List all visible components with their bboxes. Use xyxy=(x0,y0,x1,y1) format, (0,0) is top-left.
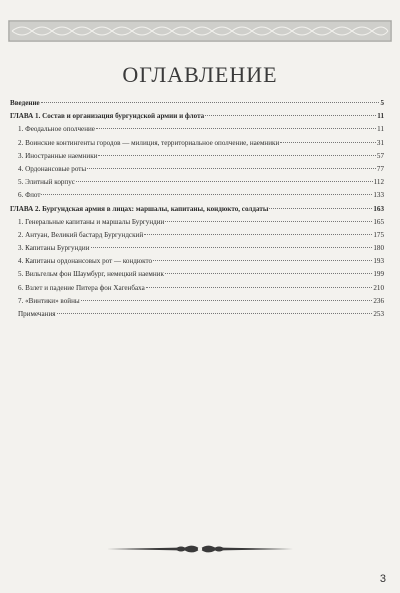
toc-entry xyxy=(10,153,384,166)
toc-entry-label: ГЛАВА 2. Бургундская армия в лицах: маршалы, капитаны, кондюкто, солдаты xyxy=(10,204,269,213)
toc-entry xyxy=(10,126,384,139)
leader-dots xyxy=(76,180,373,182)
leader-dots xyxy=(41,193,372,195)
toc-entry-label: ГЛАВА 1. Состав и организация бургундской армии и флота xyxy=(10,112,205,121)
toc-entry-page: 236 xyxy=(373,296,384,305)
toc-entry-label: Введение xyxy=(10,99,40,107)
leader-dots xyxy=(91,246,373,248)
toc-entry-page: 175 xyxy=(373,230,384,239)
toc-entry-label: 1. Генеральные капитаны и маршалы Бургундии xyxy=(18,217,165,226)
decorative-ornament-icon xyxy=(105,541,295,557)
leader-dots xyxy=(96,127,376,129)
leader-dots xyxy=(205,114,376,116)
leader-dots xyxy=(87,167,376,169)
toc-entry xyxy=(10,179,384,192)
toc-entry-page: 163 xyxy=(373,204,384,213)
toc-entry-page: 77 xyxy=(376,164,384,173)
leader-dots xyxy=(144,233,372,235)
toc-entry-page: 57 xyxy=(376,151,384,160)
decorative-header-band xyxy=(8,20,392,42)
toc-entry-label: 4. Капитаны ордонансовых рот — кондюкто xyxy=(18,257,153,266)
toc-entry xyxy=(10,311,384,324)
toc-entry-page: 133 xyxy=(373,191,384,200)
toc-entry xyxy=(10,285,384,298)
leader-dots xyxy=(280,141,376,143)
toc-entry-page: 31 xyxy=(376,138,384,147)
toc-entry-page: 112 xyxy=(373,178,384,187)
toc-entry-page: 5 xyxy=(380,99,384,107)
table-of-contents xyxy=(10,100,384,324)
toc-entry-page: 180 xyxy=(373,244,384,253)
toc-entry xyxy=(10,298,384,311)
leader-dots xyxy=(153,259,372,261)
toc-entry-label: 5. Элитный корпус xyxy=(18,178,75,187)
page-number: 3 xyxy=(379,573,386,585)
toc-entry-page: 11 xyxy=(377,125,384,134)
toc-entry xyxy=(10,192,384,205)
leader-dots xyxy=(165,220,372,222)
toc-entry-label: 5. Вильгельм фон Шаумбург, немецкий наемник xyxy=(18,270,164,279)
toc-entry-label: 2. Антуан, Великий бастард Бургундский xyxy=(18,230,144,239)
toc-entry xyxy=(10,219,384,232)
toc-entry-page: 253 xyxy=(373,310,384,318)
toc-entry-page: 199 xyxy=(373,270,384,279)
toc-entry-page: 193 xyxy=(373,257,384,266)
toc-entry-label: 4. Ордонансовые роты xyxy=(18,164,87,173)
toc-entry-label: 6. Взлет и падение Питера фон Хагенбаха xyxy=(18,283,145,292)
leader-dots xyxy=(98,154,375,156)
toc-entry-label: 7. «Винтики» войны xyxy=(18,296,80,305)
toc-entry xyxy=(10,271,384,284)
page-title: ОГЛАВЛЕНИЕ xyxy=(122,62,278,87)
toc-entry xyxy=(10,206,384,219)
leader-dots xyxy=(146,286,373,288)
leader-dots xyxy=(41,101,380,103)
leader-dots xyxy=(165,272,372,274)
toc-entry-label: 2. Воинские контингенты городов — милиция, территориальное ополчение, наемники xyxy=(18,138,280,147)
toc-entry-label: Примечания xyxy=(18,310,56,318)
toc-entry xyxy=(10,140,384,153)
leader-dots xyxy=(269,207,372,209)
toc-entry-page: 11 xyxy=(377,112,384,121)
leader-dots xyxy=(81,299,373,301)
toc-entry-label: 3. Иностранные наемники xyxy=(18,151,98,160)
toc-entry-page: 210 xyxy=(373,283,384,292)
leader-dots xyxy=(57,312,373,314)
toc-entry-page: 165 xyxy=(373,217,384,226)
toc-entry-label: 1. Феодальное ополчение xyxy=(18,125,95,134)
toc-entry-label: 3. Капитаны Бургундии xyxy=(18,244,90,253)
toc-entry-label: 6. Флот xyxy=(18,191,41,200)
